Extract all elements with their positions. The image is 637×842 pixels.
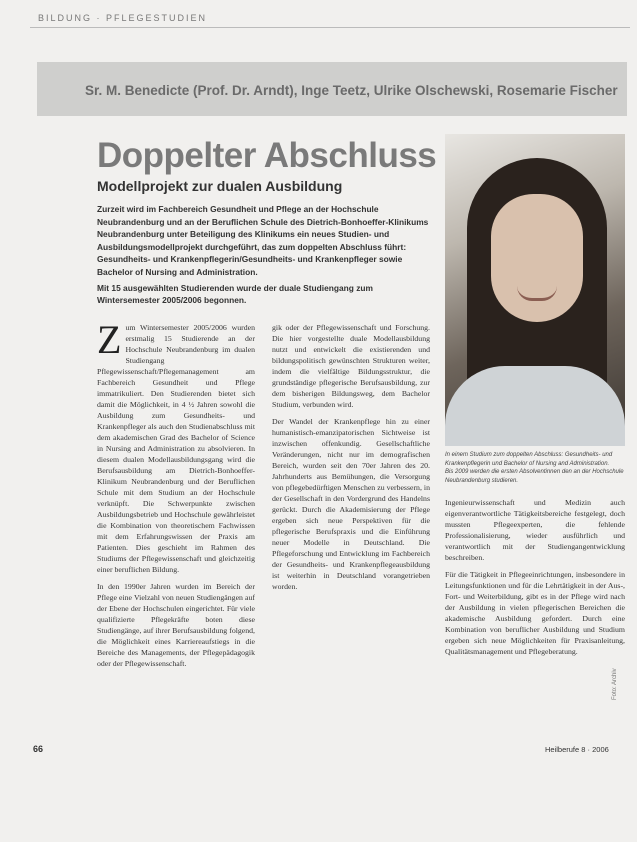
body-column-1 — [97, 322, 255, 742]
page-number: 66 — [33, 744, 44, 754]
article-lead — [97, 203, 437, 310]
body-paragraph: Ingenieurwissenschaft und Medizin auch eigenverantwortliche Tätigkeitsbereiche festgelegt, doch mussten Pflegeexperten, die fehlende Professionalisierung, wieder ausführlich und verantwortlich mit der Studiengangentwicklung beschreiben. — [445, 498, 625, 562]
article-title: Doppelter Abschluss — [97, 136, 437, 175]
photo-shirt — [445, 366, 625, 446]
journal-name: Heilberufe 8 · 2006 — [545, 745, 609, 754]
photo-caption — [445, 451, 625, 485]
body-paragraph: Für die Tätigkeit in Pflegeeinrichtungen, insbesondere in Leitungsfunktionen und für die Lehrtätigkeit in der Aus-, Fort- und Weiterbildung, gibt es in der Pflege wird nach der Ausbildung in vielen pflegerischen Bereichen die akademische Ausbildung gefordert. Durch eine Kombination von beruflicher Ausbildung und Studium ergeben sich neue Möglichkeiten für Praxisanleitung, Qualitätsmanagement und Pflegeberatung. — [445, 570, 625, 656]
lead-paragraph: Mit 15 ausgewählten Studierenden wurde der duale Studiengang zum Wintersemester 2005/2006 begonnen. — [97, 282, 373, 306]
student-photo — [445, 134, 625, 446]
body-paragraph: gik oder der Pflegewissenschaft und Forschung. Die hier vorgestellte duale Modellausbildung nutzt und entwickelt die existierenden und bildungspolitisch gewünschten Strukturen weiter, indem die vielfältige Bildungsstruktur, die grundständige pflegerische Berufsausbildung, zur dem bisherigen Bildungsweg, dem Bachelor Studium, verbunden wird. — [272, 323, 430, 409]
body-column-3 — [445, 497, 625, 742]
body-paragraph: Der Wandel der Krankenpflege hin zu einer humanistisch-emanzipatorischen Sichtweise ist inzwischen offenkundig. Gesellschaftliche Veränderungen, nicht nur im demografischen Bereich, wurden seit den 70er Jahren des 20. Jahrhunderts aus Bemühungen, die Versorgung von pflegebedürftigen Menschen zu verbessern, in der Gesellschaft in den Vordergrund des Handelns gerückt. Durch die Akademisierung der Pflege ergeben sich neue Perspektiven für die pflegerische Berufspraxis und die Einführung neuer Modelle in Deutschland. Die Pflegeforschung und Entwicklung im Fachbereich der Gesundheits- und Krankenpflegeausbildung ist weiterhin in Deutschland vorangetrieben worden. — [272, 417, 430, 591]
drop-cap: Z — [97, 322, 122, 362]
photo-face — [491, 194, 583, 322]
body-text: um Wintersemester 2005/2006 wurden erstmalig 15 Studierende an der Hochschule Neubrandenburg im dualen Studiengang Pflegewissenschaft/Pflegemanagement am Fachbereich Gesundheit und Pflege immatrikuliert. Den Studierenden bietet sich damit die Möglichkeit, in 4 ½ Jahren sowohl die Ausbildung zum Gesundheits- und Krankenpfleger als auch den Studienabschluss mit dem akademischen Grad des Bachelor of Science in Nursing and Administration zu absolvieren. In diesem dualen Modellausbildungsgang wird die Berufsausbildung am Dietrich-Bonhoeffer-Klinikum Neubrandenburg und der Beruflichen Schule mit dem Studium an der Hochschule verknüpft. Die Schwerpunkte zwischen Ausbildungsbetrieb und Hochschule gewährleistet die Kombination von theoretischem Fachwissen mit dem Erfahrungswissen der Praxis am Patienten. Dies geschieht im Rahmen des Studiums der Pflegewissenschaft und gleichzeitig einer beruflichen Bildung. — [97, 323, 255, 574]
article-subtitle: Modellprojekt zur dualen Ausbildung — [97, 178, 343, 194]
photo-credit: Foto: Archiv — [612, 668, 618, 700]
body-paragraph: In den 1990er Jahren wurden im Bereich der Pflege eine Vielzahl von neuen Studiengängen auf der Ebene der Hochschulen eingerichtet. Für viele qualifizierte Pflegekräfte boten diese Studiengänge, auf ihrer Berufsausbildung folgend, die Möglichkeit eines Karriereaufstiegs in die Bereiche des Managements, der Pflegepädagogik oder der Pflegewissenschaft. — [97, 582, 255, 668]
caption-line: In einem Studium zum doppelten Abschluss: Gesundheits- und Krankenpflegerin und Bachelor of Nursing and Administration. — [445, 452, 613, 467]
body-paragraph — [97, 322, 255, 575]
body-column-2 — [272, 322, 430, 742]
section-header: BILDUNG · PFLEGESTUDIEN — [30, 8, 630, 28]
lead-paragraph: Zurzeit wird im Fachbereich Gesundheit und Pflege an der Hochschule Neubrandenburg und an der Beruflichen Schule des Dietrich-Bonhoeffer-Klinikums Neubrandenburg unter Beteiligung des Klinikums ein neues Studien- und Ausbildungsmodellprojekt durchgeführt, das zum doppelten Abschluss führt: Gesundheits- und Krankenpflegerin/Gesundheits- und Krankenpfleger sowie Bachelor of Nursing and Administration. — [97, 204, 429, 277]
article-authors: Sr. M. Benedicte (Prof. Dr. Arndt), Inge Teetz, Ulrike Olschewski, Rosemarie Fischer — [85, 83, 618, 98]
caption-line: Bis 2009 werden die ersten Absolventinnen den an der Hochschule Neubrandenburg studieren. — [445, 469, 624, 484]
